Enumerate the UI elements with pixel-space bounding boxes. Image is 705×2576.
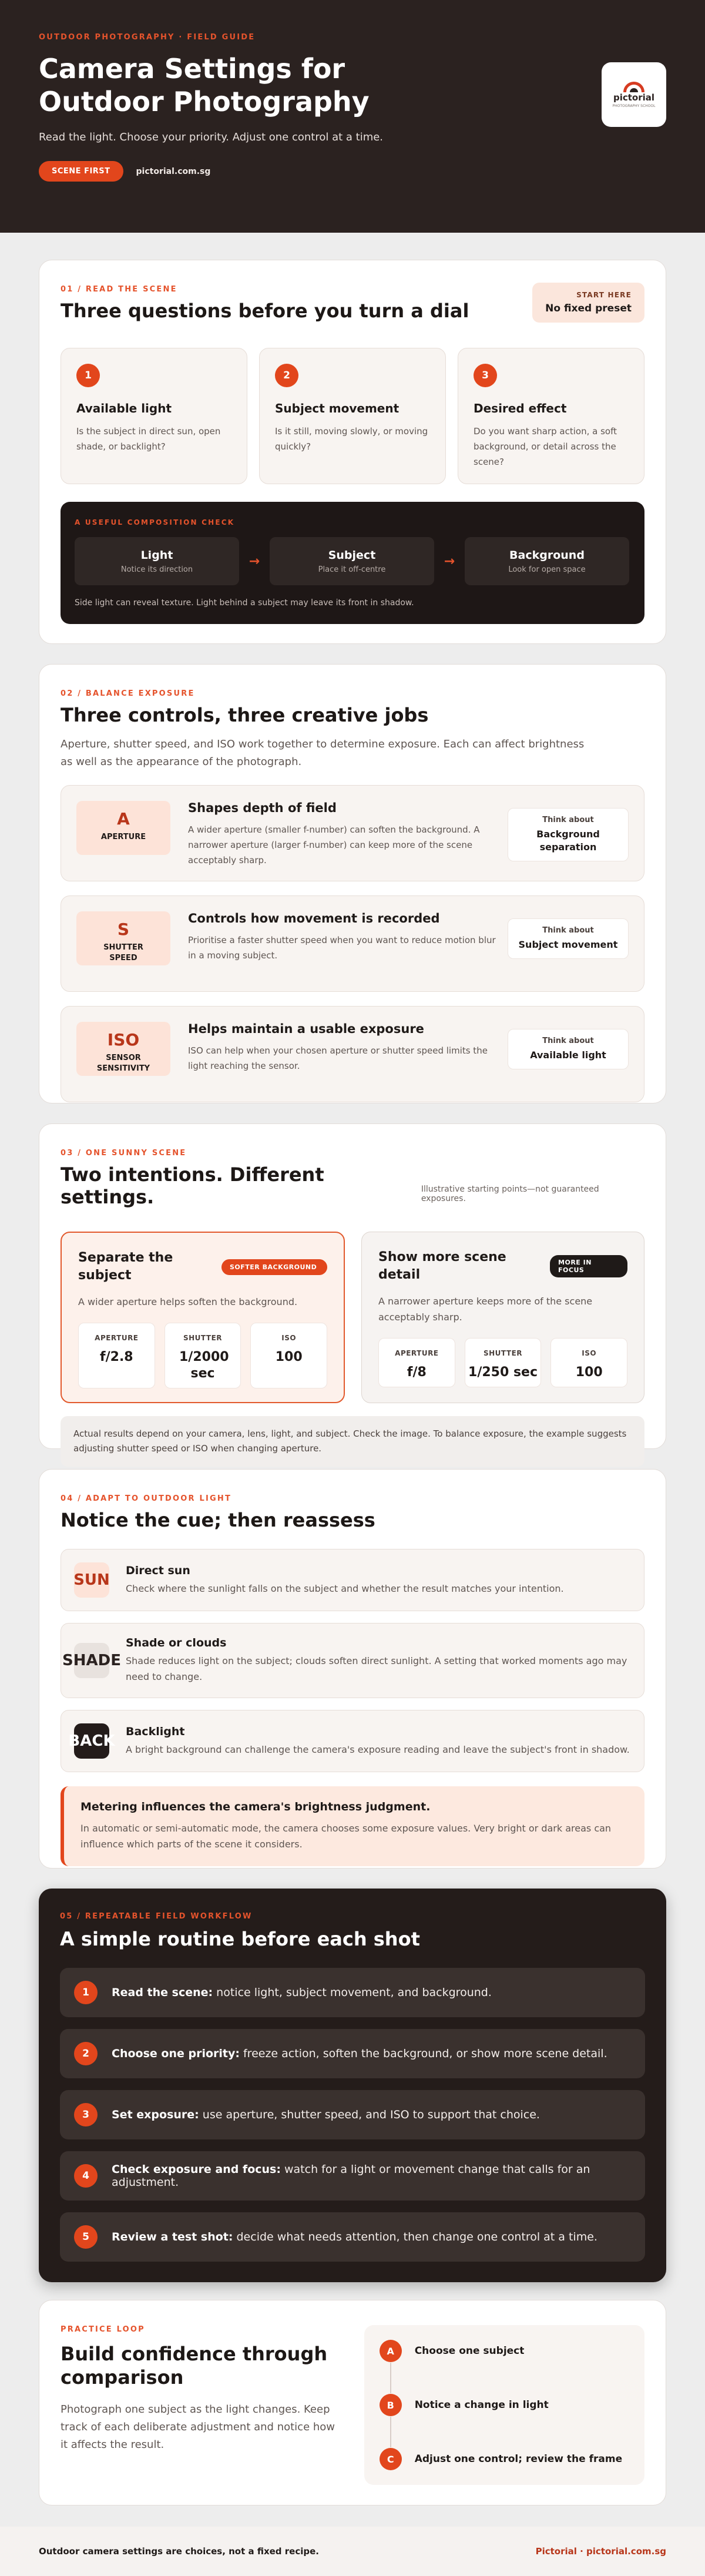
step-desc: Place it off-centre xyxy=(318,565,386,574)
question-title: Available light xyxy=(76,401,172,415)
step-number-badge: 2 xyxy=(275,364,298,387)
question-card xyxy=(259,348,446,484)
control-badge xyxy=(76,911,170,965)
control-title: Helps maintain a usable exposure xyxy=(188,1022,424,1036)
option-head xyxy=(78,1249,327,1284)
setting-value: 100 xyxy=(275,1350,303,1364)
control-card-shutter xyxy=(61,895,644,992)
section-field-workflow xyxy=(39,1889,666,2282)
practice-item-text: Choose one subject xyxy=(414,2345,525,2357)
routine-bold: Review a test shot: xyxy=(112,2230,233,2243)
control-letter: A xyxy=(117,809,130,829)
control-text: A wider aperture (smaller f-number) can soften the background. A narrower aperture (larger f-number) can keep more of the scene acceptably sharp. xyxy=(188,824,480,866)
routine-step xyxy=(60,2090,645,2139)
control-name: APERTURE xyxy=(100,833,146,841)
arrow-right-icon: → xyxy=(249,554,260,569)
think-about-box xyxy=(508,1029,629,1069)
think-value: Background separation xyxy=(536,829,600,853)
step-desc: Notice its direction xyxy=(120,565,193,574)
control-text: Prioritise a faster shutter speed when you want to reduce motion blur in a moving subject. xyxy=(188,935,496,961)
setting-value: 1/250 sec xyxy=(468,1365,538,1380)
control-title: Controls how movement is recorded xyxy=(188,911,440,925)
think-value: Available light xyxy=(530,1049,606,1061)
letter-badge: A xyxy=(380,2340,402,2362)
think-about-box xyxy=(508,808,629,861)
illustrative-note: Illustrative starting points—not guaranteed exposures. xyxy=(421,1185,599,1203)
question-text: Is it still, moving slowly, or moving quickly? xyxy=(275,426,428,452)
routine-text xyxy=(112,1986,492,1999)
option-columns xyxy=(61,1232,644,1403)
section-eyebrow: 02 / BALANCE EXPOSURE xyxy=(61,689,195,698)
practice-left xyxy=(61,2325,364,2485)
section-head xyxy=(61,1163,644,1208)
think-value: Subject movement xyxy=(518,939,618,950)
think-about-box xyxy=(508,918,629,959)
start-value: No fixed preset xyxy=(545,303,632,314)
logo-tagline: PHOTOGRAPHY SCHOOL xyxy=(612,103,656,108)
control-badge xyxy=(76,801,170,855)
callout-text: In automatic or semi-automatic mode, the camera chooses some exposure values. Very bright or dark areas can influence which parts of the scene it considers. xyxy=(80,1823,612,1850)
connector-line xyxy=(390,2417,391,2447)
sun-icon: SUN xyxy=(74,1562,109,1598)
letter-badge: B xyxy=(380,2394,402,2416)
routine-step xyxy=(60,1968,645,2017)
routine-bold: Read the scene: xyxy=(112,1986,213,1999)
page-footer xyxy=(0,2527,705,2576)
option-text: A wider aperture helps soften the background. xyxy=(78,1296,298,1307)
routine-bold: Choose one priority: xyxy=(112,2047,240,2060)
control-text: ISO can help when your chosen aperture or shutter speed limits the light reaching the sensor. xyxy=(188,1045,488,1071)
routine-step xyxy=(60,2151,645,2201)
setting-cell xyxy=(550,1338,627,1387)
shade-icon: SHADE xyxy=(74,1643,109,1678)
composition-step xyxy=(465,537,629,585)
composition-step xyxy=(270,537,434,585)
practice-layout xyxy=(61,2325,644,2485)
setting-label: ISO xyxy=(582,1349,597,1357)
cue-text: A bright background can challenge the camera's exposure reading and leave the subject's front in shadow. xyxy=(126,1743,630,1755)
settings-row xyxy=(378,1338,627,1387)
option-pill: MORE IN FOCUS xyxy=(550,1255,627,1277)
setting-label: SHUTTER xyxy=(484,1349,523,1357)
cue-title: Shade or clouds xyxy=(126,1636,227,1649)
setting-cell xyxy=(378,1338,455,1387)
control-body xyxy=(188,911,505,963)
routine-text xyxy=(112,2108,540,2121)
option-title: Separate the subject xyxy=(78,1250,173,1283)
arrow-right-icon: → xyxy=(444,554,455,569)
step-title: Background xyxy=(509,549,585,562)
setting-value: 100 xyxy=(575,1365,603,1380)
step-number-badge: 5 xyxy=(74,2225,98,2249)
step-number-badge: 2 xyxy=(74,2042,98,2065)
cue-card-sun xyxy=(61,1549,644,1611)
control-letter: S xyxy=(117,920,130,939)
routine-rest: decide what needs attention, then change one control at a time. xyxy=(233,2230,597,2243)
section-eyebrow: 03 / ONE SUNNY SCENE xyxy=(61,1149,187,1158)
section-eyebrow: 04 / ADAPT TO OUTDOOR LIGHT xyxy=(61,1494,232,1503)
option-card-separate xyxy=(61,1232,345,1403)
hero-subtitle: Read the light. Choose your priority. Adjust one control at a time. xyxy=(39,131,384,143)
footer-note: Outdoor camera settings are choices, not a fixed recipe. xyxy=(39,2546,319,2557)
question-card xyxy=(458,348,644,484)
hero-tag-row xyxy=(39,161,666,182)
step-number-badge: 3 xyxy=(474,364,497,387)
cue-body xyxy=(126,1636,631,1685)
setting-label: APERTURE xyxy=(395,1349,439,1357)
practice-list xyxy=(364,2325,644,2485)
routine-rest: freeze action, soften the background, or show more scene detail. xyxy=(239,2047,607,2060)
step-title: Light xyxy=(140,549,173,562)
site-link[interactable]: pictorial.com.sg xyxy=(136,166,211,176)
control-name: SENSOR SENSITIVITY xyxy=(96,1054,150,1073)
setting-label: ISO xyxy=(281,1334,297,1342)
control-body xyxy=(188,801,505,868)
section-title: Notice the cue; then reassess xyxy=(61,1509,375,1531)
start-label: START HERE xyxy=(576,291,632,299)
routine-bold: Set exposure: xyxy=(112,2108,199,2121)
section-title: Three questions before you turn a dial xyxy=(61,300,469,322)
control-badge xyxy=(76,1022,170,1076)
cue-body xyxy=(126,1725,630,1757)
practice-item xyxy=(380,2447,629,2471)
setting-cell xyxy=(465,1338,542,1387)
hero-header xyxy=(0,0,705,233)
letter-badge: C xyxy=(380,2448,402,2470)
logo-word: pictorial xyxy=(613,92,655,103)
routine-rest: watch for a light or movement change that calls for an adjustment. xyxy=(112,2163,590,2189)
section-title: Build confidence through comparison xyxy=(61,2343,328,2389)
setting-cell xyxy=(78,1323,155,1388)
callout-title: Metering influences the camera's brightness judgment. xyxy=(80,1800,431,1813)
routine-step xyxy=(60,2212,645,2262)
panel-eyebrow: A USEFUL COMPOSITION CHECK xyxy=(75,518,235,526)
question-title: Desired effect xyxy=(474,401,567,415)
section-lead: Aperture, shutter speed, and ISO work together to determine exposure. Each can affect brightness as well as the appearance of the photograph. xyxy=(61,738,585,768)
section-title: Two intentions. Different settings. xyxy=(61,1163,324,1208)
question-grid xyxy=(61,348,644,484)
setting-label: APERTURE xyxy=(95,1334,139,1342)
option-text: A narrower aperture keeps more of the scene acceptably sharp. xyxy=(378,1296,593,1323)
metering-callout xyxy=(61,1786,644,1866)
question-title: Subject movement xyxy=(275,401,400,415)
section-practice-loop xyxy=(39,2300,666,2505)
setting-label: SHUTTER xyxy=(183,1334,223,1342)
composition-note: Side light can reveal texture. Light behind a subject may leave its front in shadow. xyxy=(75,598,414,608)
question-text: Do you want sharp action, a soft background, or detail across the scene? xyxy=(474,426,617,467)
section-title: A simple routine before each shot xyxy=(60,1928,420,1950)
option-title: Show more scene detail xyxy=(378,1250,506,1282)
question-card xyxy=(61,348,247,484)
section-sunny-scene xyxy=(39,1123,666,1454)
routine-text xyxy=(112,2163,631,2189)
section-eyebrow: 05 / REPEATABLE FIELD WORKFLOW xyxy=(60,1912,253,1921)
control-letter: ISO xyxy=(107,1030,140,1049)
disclaimer: Actual results depend on your camera, lens, light, and subject. Check the image. To balance exposure, the example suggests adjusting shutter speed or ISO when changing aperture. xyxy=(61,1416,644,1467)
think-label: Think about xyxy=(542,926,594,935)
option-pill: SOFTER BACKGROUND xyxy=(221,1259,327,1275)
routine-rest: use aperture, shutter speed, and ISO to support that choice. xyxy=(199,2108,540,2121)
hero-eyebrow: OUTDOOR PHOTOGRAPHY · FIELD GUIDE xyxy=(39,33,256,42)
connector-line xyxy=(390,2363,391,2393)
setting-cell xyxy=(250,1323,327,1388)
cue-title: Backlight xyxy=(126,1725,185,1738)
think-label: Think about xyxy=(542,816,594,824)
section-title: Three controls, three creative jobs xyxy=(61,704,429,726)
control-name: SHUTTER SPEED xyxy=(103,943,143,962)
step-number-badge: 4 xyxy=(74,2164,98,2188)
section-eyebrow: 01 / READ THE SCENE xyxy=(61,285,177,294)
setting-value: f/2.8 xyxy=(100,1350,133,1364)
cue-title: Direct sun xyxy=(126,1564,190,1577)
step-title: Subject xyxy=(328,549,376,562)
cue-text: Shade reduces light on the subject; clouds soften direct sunlight. A setting that worked moments ago may need to change. xyxy=(126,1655,627,1682)
practice-item-text: Notice a change in light xyxy=(414,2399,549,2411)
step-number-badge: 1 xyxy=(76,364,100,387)
practice-item xyxy=(380,2393,629,2417)
setting-cell xyxy=(164,1323,241,1388)
routine-rest: notice light, subject movement, and background. xyxy=(213,1986,492,1999)
step-number-badge: 1 xyxy=(74,1981,98,2004)
cue-body xyxy=(126,1564,564,1596)
control-title: Shapes depth of field xyxy=(188,801,337,815)
section-outdoor-light xyxy=(39,1469,666,1869)
setting-value: 1/2000 sec xyxy=(179,1350,229,1381)
composition-step xyxy=(75,537,239,585)
option-head xyxy=(378,1249,627,1284)
control-card-iso xyxy=(61,1006,644,1102)
question-text: Is the subject in direct sun, open shade, or backlight? xyxy=(76,426,221,452)
composition-steps xyxy=(75,537,630,585)
section-balance-exposure xyxy=(39,664,666,1103)
step-desc: Look for open space xyxy=(508,565,586,574)
practice-item xyxy=(380,2339,629,2363)
cue-card-backlight xyxy=(61,1710,644,1772)
practice-text: Photograph one subject as the light changes. Keep track of each deliberate adjustment and notice how it affects the result. xyxy=(61,2403,335,2451)
composition-check-panel xyxy=(61,502,644,624)
option-card-detail xyxy=(361,1232,644,1403)
step-number-badge: 3 xyxy=(74,2103,98,2126)
routine-text xyxy=(112,2047,607,2060)
start-here-box xyxy=(532,283,644,323)
backlight-icon: BACK xyxy=(74,1723,109,1759)
cue-text: Check where the sunlight falls on the subject and whether the result matches your intention. xyxy=(126,1582,564,1594)
control-body xyxy=(188,1022,505,1074)
setting-value: f/8 xyxy=(407,1365,427,1380)
section-eyebrow: PRACTICE LOOP xyxy=(61,2325,145,2334)
think-label: Think about xyxy=(542,1037,594,1045)
page-title: Camera Settings for Outdoor Photography xyxy=(39,53,370,118)
brand-logo[interactable] xyxy=(602,62,666,127)
footer-link[interactable]: Pictorial · pictorial.com.sg xyxy=(535,2546,666,2557)
settings-row xyxy=(78,1323,327,1388)
control-card-aperture xyxy=(61,785,644,881)
scene-first-badge: SCENE FIRST xyxy=(39,161,123,182)
practice-item-text: Adjust one control; review the frame xyxy=(414,2453,623,2465)
routine-step xyxy=(60,2029,645,2078)
routine-text xyxy=(112,2230,597,2243)
cue-card-shade xyxy=(61,1623,644,1698)
routine-bold: Check exposure and focus: xyxy=(112,2163,281,2176)
section-read-scene xyxy=(39,260,666,644)
